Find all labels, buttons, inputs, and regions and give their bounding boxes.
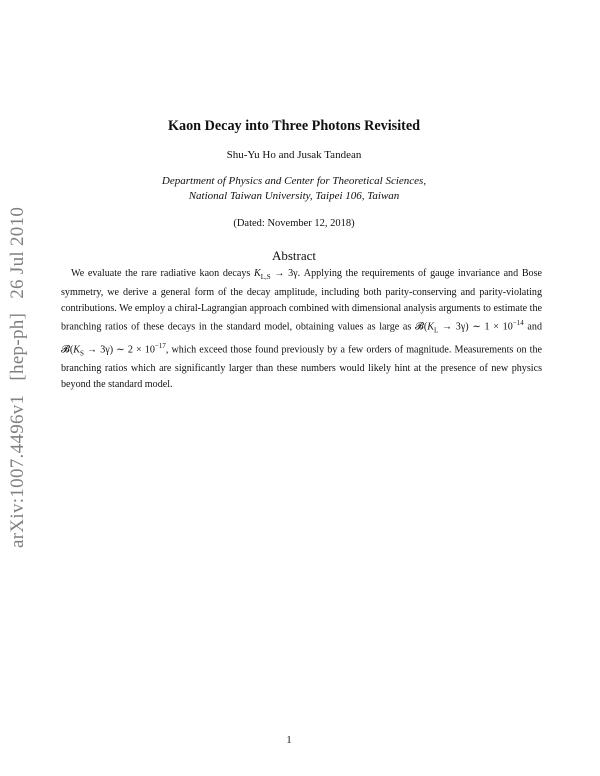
paper-title: Kaon Decay into Three Photons Revisited xyxy=(167,118,421,134)
math-br-open-l: 𝓑( xyxy=(415,321,428,333)
abstract-text-1: We evaluate the rare radiative kaon decays xyxy=(71,268,254,279)
math-approx-l: ∼ 1 × 10 xyxy=(468,321,513,333)
arxiv-category: [hep-ph] xyxy=(7,312,28,381)
math-sub-l: L xyxy=(434,326,439,335)
math-k-s: K xyxy=(73,343,80,355)
math-arrow-3g: → 3γ xyxy=(270,268,298,279)
page-number: 1 xyxy=(286,735,292,746)
math-br-close-l: → 3γ) xyxy=(438,321,469,333)
arxiv-stamp xyxy=(7,193,29,548)
affiliation-line-1: Department of Physics and Center for Theoretical Sciences, xyxy=(161,175,427,187)
abstract-text-2: . Applying the requirements of gauge invariance and Bose symmetry, we derive a general form of the decay amplitude, including both parity-conserving and parity-violating contributions. We employ a chiral-Lagrangian approach combined with dimensional analysis arguments to estimate the branching ratios of these decays in the standard model, obtaining values as large as xyxy=(61,268,543,333)
abstract-and: and xyxy=(523,321,542,333)
arxiv-date: 26 Jul 2010 xyxy=(7,206,28,299)
math-k: K xyxy=(253,268,261,279)
dated-line: (Dated: November 12, 2018) xyxy=(233,218,355,229)
abstract-heading: Abstract xyxy=(271,248,317,263)
math-approx-s: ∼ 2 × 10 xyxy=(113,343,155,355)
math-exp-l: −14 xyxy=(512,318,524,327)
math-br-open-s: 𝓑( xyxy=(61,343,74,355)
affiliation-line-2: National Taiwan University, Taipei 106, Taiwan xyxy=(188,190,400,202)
math-sub-ls: L,S xyxy=(260,273,271,282)
math-exp-s: −17 xyxy=(154,341,166,350)
paper-authors: Shu-Yu Ho and Jusak Tandean xyxy=(226,149,362,161)
math-k-l: K xyxy=(427,321,435,333)
abstract-text-3: , which exceed those found previously by a few orders of magnitude. Measurements on the branching ratios which are significantly larger than these numbers would likely hint at the presence of new physics beyond the standard model. xyxy=(61,343,542,390)
abstract-body xyxy=(61,266,542,392)
math-sub-s: S xyxy=(80,348,84,357)
math-br-close-s: → 3γ) xyxy=(83,343,114,355)
arxiv-identifier: arXiv:1007.4496v1 xyxy=(7,394,28,548)
